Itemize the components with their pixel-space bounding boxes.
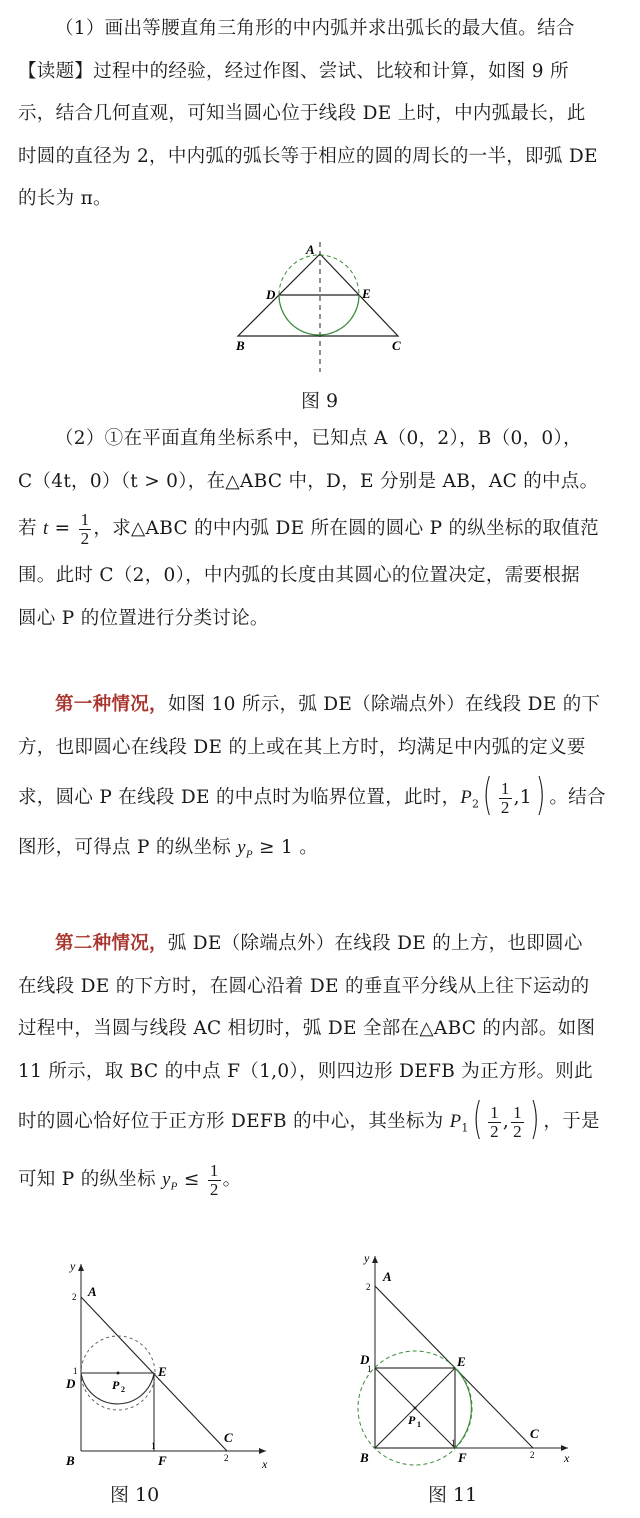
p1-line5: 的长为 π。 bbox=[18, 188, 112, 209]
p2-line4: 围。此时 C（2，0），中内弧的长度由其圆心的位置决定，需要根据 bbox=[18, 565, 580, 586]
fig9-label-e: E bbox=[362, 286, 371, 301]
svg-text:A: A bbox=[383, 1269, 392, 1284]
svg-text:C: C bbox=[224, 1430, 233, 1445]
p1-line3: 示，结合几何直观，可知当圆心位于线段 DE 上时，中内弧最长，此 bbox=[18, 103, 586, 124]
case-two-highlight: 第二种情况， bbox=[55, 933, 168, 954]
svg-text:P: P bbox=[408, 1413, 416, 1427]
svg-text:1: 1 bbox=[367, 1364, 372, 1374]
p1-line1: （1）画出等腰直角三角形的中内弧并求出弧长的最大值。结合 bbox=[55, 18, 575, 39]
p3-line2: 方，也即圆心在线段 DE 的上或在其上方时，均满足中内弧的定义要 bbox=[18, 736, 586, 758]
p3-line3: 求，圆心 P 在线段 DE 的中点时为临界位置，此时，$P_2$( $\frac{1}{2}$ ,1) 。结合 bbox=[18, 769, 606, 820]
paragraph-1 bbox=[18, 8, 624, 221]
p3-line4: 图形，可得点 P 的纵坐标 $y_P \ge 1$ 。 bbox=[18, 837, 319, 861]
fig9-arc bbox=[279, 295, 359, 335]
p4-line1: 第二种情况，弧 DE（除端点外）在线段 DE 的上方，也即圆心 bbox=[55, 933, 583, 954]
svg-text:2: 2 bbox=[224, 1453, 229, 1463]
svg-text:C: C bbox=[530, 1426, 539, 1441]
fig9-label-d: D bbox=[266, 287, 276, 302]
p3-line1: 第一种情况，如图 10 所示，弧 DE（除端点外）在线段 DE 的下 bbox=[55, 694, 601, 715]
p4-line4: 11 所示，取 BC 的中点 F（1,0），则四边形 DEFB 为正方形。则此 bbox=[18, 1060, 593, 1082]
fig10-caption: 图 10 bbox=[110, 1484, 160, 1506]
figure-11 bbox=[350, 1248, 580, 1468]
svg-text:E: E bbox=[457, 1354, 466, 1369]
figure-9 bbox=[0, 232, 640, 372]
svg-text:1: 1 bbox=[451, 1438, 456, 1448]
p2-line5: 圆心 P 的位置进行分类讨论。 bbox=[18, 607, 269, 629]
svg-text:E: E bbox=[158, 1364, 167, 1379]
fig9-caption: 图 9 bbox=[301, 390, 339, 412]
fig9-label-c: C bbox=[392, 338, 401, 353]
svg-text:F: F bbox=[158, 1453, 167, 1468]
p1-line2: 【读题】过程中的经验，经过作图、尝试、比较和计算，如图 9 所 bbox=[18, 60, 569, 82]
svg-text:2: 2 bbox=[121, 1385, 125, 1394]
svg-text:x: x bbox=[564, 1451, 570, 1465]
svg-text:2: 2 bbox=[366, 1282, 371, 1292]
p2-line1: （2）①在平面直角坐标系中，已知点 A（0，2），B（0，0）， bbox=[55, 428, 582, 449]
p4-line5: 时的圆心恰好位于正方形 DEFB 的中心，其坐标为 $P_1$( $\frac{1}{2}$ , $\frac{1}{2}$ ) ，于是 bbox=[18, 1093, 600, 1144]
fraction-t: $\frac{1}{2}$ bbox=[80, 509, 90, 548]
svg-text:1: 1 bbox=[73, 1366, 78, 1376]
p2-line3: 若 t = $\frac{1}{2}$ ，求△ABC 的中内弧 DE 所在圆的圆心 P 的纵坐标的取值范 bbox=[18, 509, 599, 548]
svg-text:y: y bbox=[70, 1259, 76, 1273]
svg-text:P: P bbox=[112, 1378, 120, 1392]
case-one-highlight: 第一种情况， bbox=[55, 694, 168, 715]
p1-line4: 时圆的直径为 2，中内弧的弧长等于相应的圆的周长的一半，即弧 DE bbox=[18, 145, 598, 167]
svg-text:y: y bbox=[364, 1251, 370, 1265]
svg-text:1: 1 bbox=[417, 1420, 421, 1429]
paragraph-4 bbox=[18, 923, 624, 1209]
fig11-caption: 图 11 bbox=[428, 1484, 478, 1506]
svg-text:2: 2 bbox=[72, 1292, 77, 1302]
svg-text:B: B bbox=[66, 1453, 75, 1468]
p4-line2: 在线段 DE 的下方时，在圆心沿着 DE 的垂直平分线从上往下运动的 bbox=[18, 975, 590, 997]
p4-line6: 可知 P 的纵坐标 $y_P$ ≤ $\frac{1}{2}$ 。 bbox=[18, 1160, 242, 1199]
figure-10 bbox=[56, 1256, 276, 1476]
svg-text:2: 2 bbox=[530, 1450, 535, 1460]
fig9-label-a: A bbox=[306, 242, 315, 257]
fig9-label-b: B bbox=[236, 338, 245, 353]
p4-line3: 过程中，当圆与线段 AC 相切时，弧 DE 全部在△ABC 的内部。如图 bbox=[18, 1018, 596, 1039]
svg-text:D: D bbox=[360, 1352, 370, 1367]
svg-text:1: 1 bbox=[151, 1441, 156, 1451]
svg-text:x: x bbox=[262, 1457, 268, 1471]
p2-line2: C（4t，0）（t > 0），在△ABC 中，D，E 分别是 AB，AC 的中点。 bbox=[18, 470, 599, 492]
paragraph-2 bbox=[18, 418, 624, 640]
paragraph-3 bbox=[18, 684, 624, 876]
svg-text:B: B bbox=[360, 1450, 369, 1465]
svg-text:D: D bbox=[66, 1376, 76, 1391]
svg-text:F: F bbox=[458, 1450, 467, 1465]
svg-text:A: A bbox=[88, 1284, 97, 1299]
